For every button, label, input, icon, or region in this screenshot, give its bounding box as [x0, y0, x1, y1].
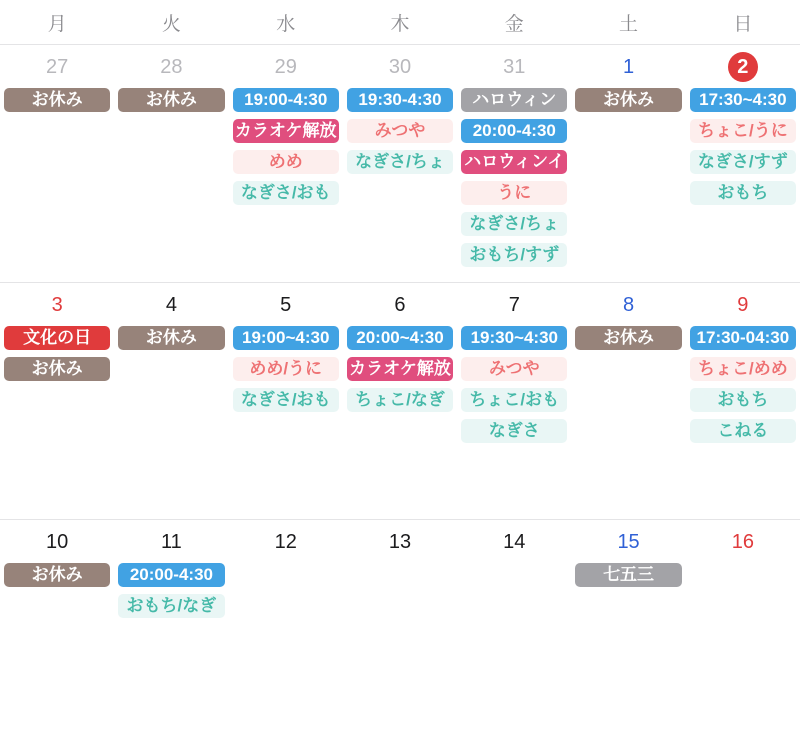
date-row [115, 45, 227, 88]
event-badge[interactable]: なぎさ/おも [233, 181, 339, 205]
event-badge[interactable]: お休み [4, 88, 110, 112]
event-badge[interactable]: なぎさ/ちょ [347, 150, 453, 174]
day-cell[interactable] [343, 520, 457, 734]
day-cell[interactable] [0, 45, 114, 282]
date-row [687, 520, 799, 563]
event-badge[interactable]: なぎさ/おも [233, 388, 339, 412]
event-badge[interactable]: 20:00-4:30 [461, 119, 567, 143]
date-number: 7 [508, 293, 520, 316]
day-cell[interactable] [457, 283, 571, 519]
day-cell[interactable] [343, 283, 457, 519]
date-number: 30 [388, 55, 412, 78]
event-badge[interactable]: 20:00~4:30 [347, 326, 453, 350]
day-cell[interactable] [457, 45, 571, 282]
date-number: 10 [46, 530, 69, 553]
event-badge[interactable]: おもち [690, 181, 796, 205]
event-badge[interactable]: めめ/うに [233, 357, 339, 381]
date-row [687, 283, 799, 326]
date-number: 3 [51, 293, 63, 316]
event-badge[interactable]: お休み [4, 563, 110, 587]
event-badge[interactable]: お休み [4, 357, 110, 381]
date-row [344, 520, 456, 563]
event-badge[interactable]: カラオケ解放 [347, 357, 453, 381]
event-badge[interactable]: 七五三 [575, 563, 681, 587]
event-badge[interactable]: ハロウィン [461, 88, 567, 112]
date-row [230, 520, 342, 563]
event-badge[interactable]: 19:00-4:30 [233, 88, 339, 112]
date-row [230, 283, 342, 326]
day-cell[interactable] [686, 520, 800, 734]
date-row [458, 520, 570, 563]
date-row [344, 283, 456, 326]
weekday-label-6: 日 [733, 13, 753, 35]
week-row-2 [0, 519, 800, 734]
event-badge[interactable]: ちょこ/なぎ [347, 388, 453, 412]
day-cell[interactable] [229, 45, 343, 282]
event-badge[interactable]: めめ [233, 150, 339, 174]
today-date: 2 [728, 52, 758, 82]
date-row [344, 45, 456, 88]
event-badge[interactable]: 17:30~4:30 [690, 88, 796, 112]
date-number: 14 [503, 530, 526, 553]
event-badge[interactable]: 17:30-04:30 [690, 326, 796, 350]
weekday-label-2: 水 [276, 13, 296, 35]
event-badge[interactable]: おもち [690, 388, 796, 412]
date-row [458, 283, 570, 326]
event-badge[interactable]: なぎさ/ちょ [461, 212, 567, 236]
event-badge[interactable]: カラオケ解放 [233, 119, 339, 143]
day-cell[interactable] [457, 520, 571, 734]
event-badge[interactable]: なぎさ [461, 419, 567, 443]
event-badge[interactable]: お休み [118, 326, 224, 350]
date-number: 27 [46, 55, 69, 78]
date-number: 31 [503, 55, 526, 78]
event-badge[interactable]: うに [461, 181, 567, 205]
day-cell[interactable] [686, 283, 800, 519]
weeks-container [0, 45, 800, 734]
date-row [115, 283, 227, 326]
date-row [572, 283, 684, 326]
day-cell[interactable] [114, 520, 228, 734]
event-badge[interactable]: おもち/なぎ [118, 594, 224, 618]
date-number: 5 [280, 293, 292, 316]
weekday-header [0, 0, 800, 45]
day-cell[interactable] [343, 45, 457, 282]
date-number: 12 [274, 530, 297, 553]
date-number: 11 [161, 530, 182, 553]
date-number: 29 [274, 55, 297, 78]
date-row [1, 45, 113, 88]
date-number: 4 [165, 293, 177, 316]
event-badge[interactable]: 20:00-4:30 [118, 563, 224, 587]
event-badge[interactable]: ハロウィンイ [461, 150, 567, 174]
event-badge[interactable]: ちょこ/めめ [690, 357, 796, 381]
event-badge[interactable]: 19:30~4:30 [461, 326, 567, 350]
weekday-label-1: 火 [161, 13, 181, 35]
date-number: 8 [623, 293, 635, 316]
event-badge[interactable]: おもち/すず [461, 243, 567, 267]
date-row [687, 45, 799, 88]
date-number: 15 [617, 530, 640, 553]
day-cell[interactable] [229, 283, 343, 519]
date-number: 6 [394, 293, 406, 316]
weekday-label-0: 月 [47, 13, 67, 35]
day-cell[interactable] [114, 283, 228, 519]
day-cell[interactable] [571, 45, 685, 282]
date-number: 1 [623, 55, 635, 78]
date-number: 28 [160, 55, 183, 78]
date-number: 16 [731, 530, 754, 553]
date-number: 13 [388, 530, 412, 553]
event-badge[interactable]: お休み [118, 88, 224, 112]
event-badge[interactable]: ちょこ/うに [690, 119, 796, 143]
event-badge[interactable]: お休み [575, 326, 681, 350]
day-cell[interactable] [686, 45, 800, 282]
date-number: 9 [737, 293, 749, 316]
date-row [1, 520, 113, 563]
date-row [1, 283, 113, 326]
day-cell[interactable] [229, 520, 343, 734]
weekday-label-3: 木 [390, 13, 410, 35]
week-row-0 [0, 45, 800, 282]
day-cell[interactable] [571, 520, 685, 734]
event-badge[interactable]: 文化の日 [4, 326, 110, 350]
date-row [572, 520, 684, 563]
weekday-label-4: 金 [504, 13, 524, 35]
day-cell[interactable] [114, 45, 228, 282]
date-row [572, 45, 684, 88]
date-row [115, 520, 227, 563]
event-badge[interactable]: 19:00~4:30 [233, 326, 339, 350]
event-badge[interactable]: お休み [575, 88, 681, 112]
date-row [458, 45, 570, 88]
event-badge[interactable]: みつや [347, 119, 453, 143]
week-row-1 [0, 282, 800, 519]
day-cell[interactable] [0, 520, 114, 734]
event-badge[interactable]: こねる [690, 419, 796, 443]
event-badge[interactable]: ちょこ/おも [461, 388, 567, 412]
day-cell[interactable] [0, 283, 114, 519]
date-row [230, 45, 342, 88]
event-badge[interactable]: みつや [461, 357, 567, 381]
event-badge[interactable]: なぎさ/すず [690, 150, 796, 174]
weekday-label-5: 土 [619, 13, 639, 35]
event-badge[interactable]: 19:30-4:30 [347, 88, 453, 112]
day-cell[interactable] [571, 283, 685, 519]
